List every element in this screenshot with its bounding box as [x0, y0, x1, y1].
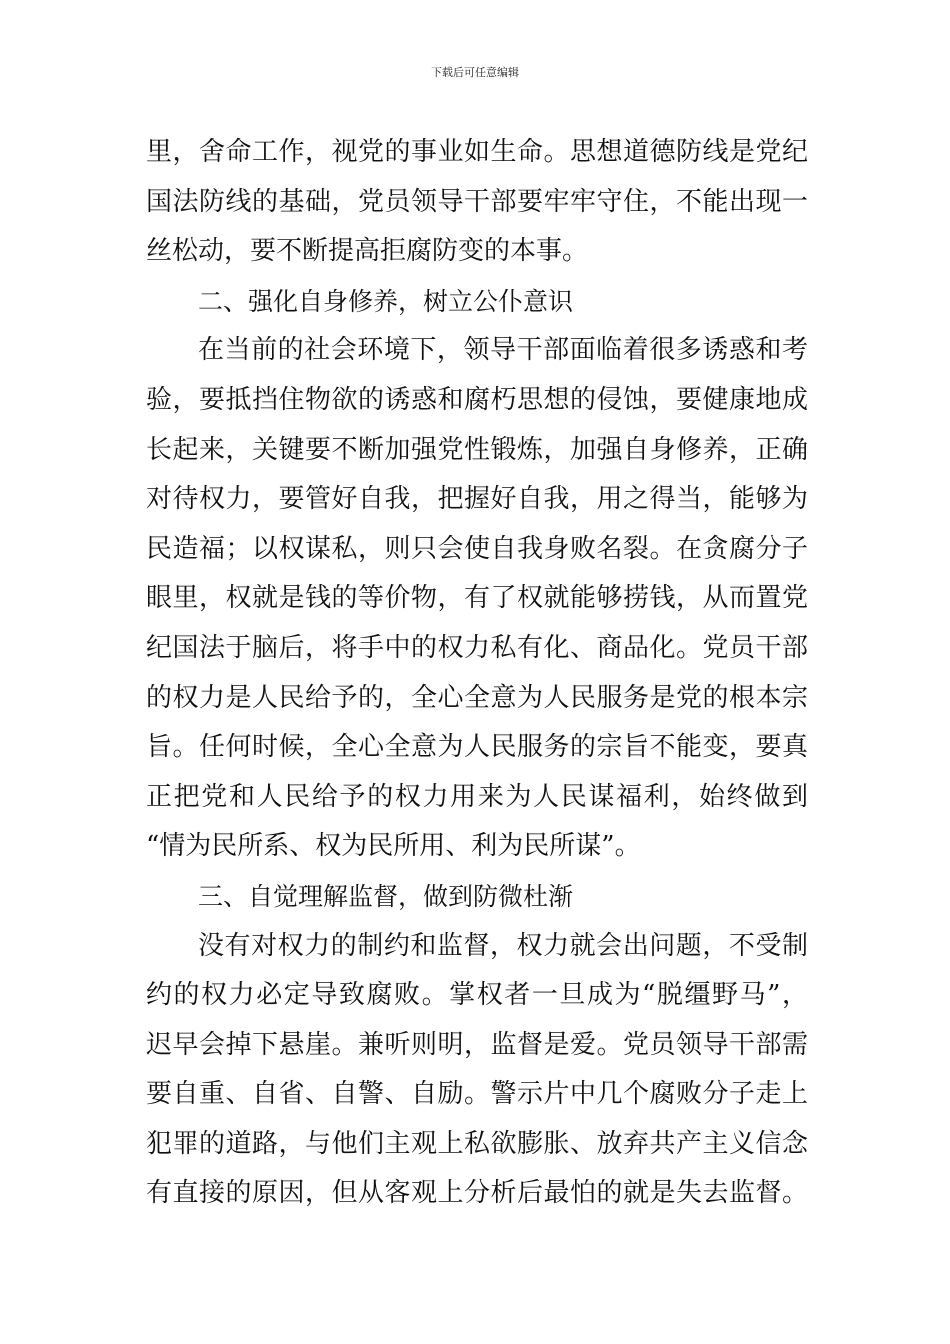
paragraph-first-line: 在当前的社会环境下，领导干部面临着很多诱惑和考: [198, 335, 808, 366]
paragraph-last-line: 丝松动，要不断提高拒腐防变的本事。: [146, 236, 589, 267]
text-line: 长起来，关键要不断加强党性锻炼，加强自身修养，正确: [146, 434, 808, 465]
text-line: 有直接的原因，但从客观上分析后最怕的就是失去监督。: [146, 1178, 808, 1209]
body-text: [146, 128, 808, 1219]
section-heading: 二、强化自身修养，树立公仆意识: [198, 286, 574, 316]
text-line: 约的权力必定导致腐败。掌权者一旦成为“脱缰野马”，: [146, 980, 808, 1011]
text-line: 国法防线的基础，党员领导干部要牢牢守住，不能出现一: [146, 186, 808, 217]
text-line: 迟早会掉下悬崖。兼听则明，监督是爱。党员领导干部需: [146, 1029, 808, 1060]
text-line: 对待权力，要管好自我，把握好自我，用之得当，能够为: [146, 484, 808, 515]
text-line: 旨。任何时候，全心全意为人民服务的宗旨不能变，要真: [146, 732, 808, 763]
text-line: 眼里，权就是钱的等价物，有了权就能够捞钱，从而置党: [146, 583, 808, 614]
page-header: 下载后可任意编辑: [431, 66, 519, 79]
paragraph-last-line: “情为民所系、权为民所用、利为民所谋”。: [146, 831, 641, 862]
text-line: 犯罪的道路，与他们主观上私欲膨胀、放弃共产主义信念: [146, 1128, 808, 1159]
section-heading: 三、自觉理解监督，做到防微杜渐: [198, 881, 574, 911]
text-line: 民造福；以权谋私，则只会使自我身败名裂。在贪腐分子: [146, 533, 808, 564]
text-line: 纪国法于脑后，将手中的权力私有化、商品化。党员干部: [146, 632, 808, 663]
paragraph-first-line: 没有对权力的制约和监督，权力就会出问题，不受制: [198, 930, 808, 961]
text-line: 里，舍命工作，视党的事业如生命。思想道德防线是党纪: [146, 137, 808, 167]
text-line: 正把党和人民给予的权力用来为人民谋福利，始终做到: [146, 781, 808, 812]
text-line: 的权力是人民给予的，全心全意为人民服务是党的根本宗: [146, 682, 808, 713]
text-line: 要自重、自省、自警、自励。警示片中几个腐败分子走上: [146, 1079, 808, 1110]
text-line: 验，要抵挡住物欲的诱惑和腐朽思想的侵蚀，要健康地成: [146, 384, 808, 415]
